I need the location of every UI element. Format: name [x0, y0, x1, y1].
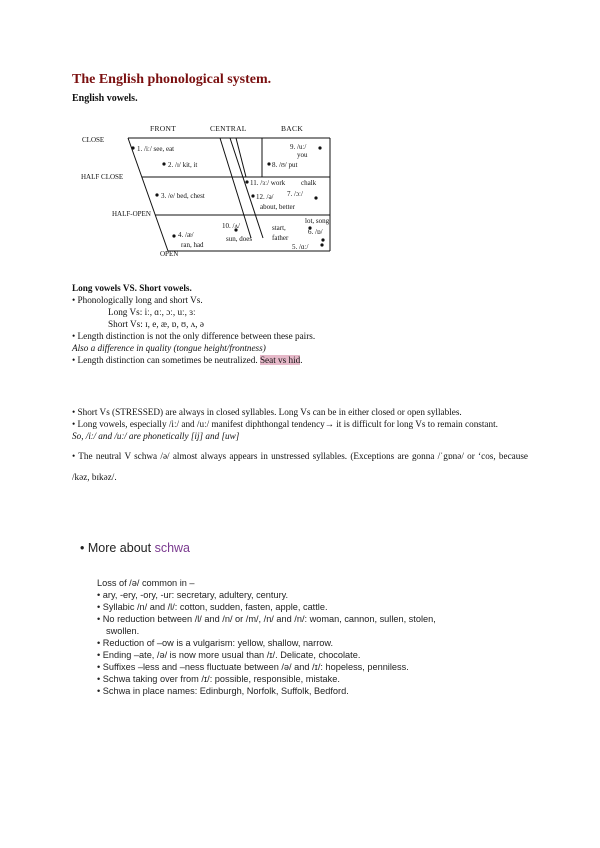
paragraph-phonetic: So, /iː/ and /uː/ are phonetically [ij] and [uw]: [72, 431, 240, 441]
dot-7: [314, 196, 317, 199]
dot-3: [155, 193, 158, 196]
schwa-section-title: [80, 541, 190, 555]
quality-difference-note: Also a difference in quality (tongue height/frontness): [72, 343, 266, 353]
schwa-title-word: schwa: [154, 541, 190, 555]
syllable-section: [72, 406, 528, 488]
dot-4: [172, 234, 175, 237]
vowel-11-label: 11. /ɜː/ work: [250, 179, 286, 187]
back-header: BACK: [281, 124, 304, 133]
dot-9: [318, 146, 321, 149]
vowel-5-words-a: start,: [272, 224, 286, 232]
list-item: • Syllabic /n/ and /l/: cotton, sudden, fasten, apple, cattle.: [97, 602, 328, 612]
half-close-label: HALF CLOSE: [81, 173, 124, 181]
paragraph-diphthongal: • Long vowels, especially /iː/ and /uː/ manifest diphthongal tendency→ it is difficult for long Vs to remain constant.: [72, 419, 498, 429]
vowel-1-label: 1. /iː/ see, eat: [137, 145, 175, 153]
vowel-6-words: lot, song: [305, 217, 330, 225]
vowel-2-label: 2. /ɪ/ kit, it: [168, 161, 198, 169]
vowel-4-label: 4. /æ/: [178, 231, 194, 239]
vowel-10-label: 10. /ʌ/: [222, 222, 240, 230]
long-short-heading: Long vowels VS. Short vowels.: [72, 283, 192, 293]
vowel-12-words: about, better: [260, 203, 295, 211]
schwa-intro: Loss of /ə/ common in –: [97, 578, 195, 588]
vowel-7-words: chalk: [301, 179, 317, 187]
dot-6: [321, 238, 324, 241]
list-item: • Reduction of –ow is a vulgarism: yellow, shallow, narrow.: [97, 638, 334, 648]
vowel-5-words-b: father: [272, 234, 289, 242]
vowel-7-label: 7. /ɔː/: [287, 190, 303, 198]
vowel-9-label: 9. /uː/: [290, 143, 307, 151]
dot-8: [267, 162, 270, 165]
dot-5: [320, 243, 323, 246]
dot-2: [162, 162, 165, 165]
dot-12: [251, 194, 254, 197]
list-item: • Schwa in place names: Edinburgh, Norfolk, Suffolk, Bedford.: [97, 686, 349, 696]
vowel-3-label: 3. /e/ bed, chest: [161, 192, 205, 200]
vowel-4-words: ran, had: [181, 241, 204, 249]
vowel-6-label: 6. /ɒ/: [308, 228, 323, 236]
page-title: The English phonological system.: [72, 72, 272, 87]
long-short-section: [72, 282, 528, 366]
vowel-12-label: 12. /ə/: [256, 193, 274, 201]
short-vowels-list: Short Vs: ɪ, e, æ, ɒ, ʊ, ʌ, ə: [108, 319, 204, 329]
neutralized-text: • Length distinction can sometimes be neutralized.: [72, 355, 260, 365]
half-open-label: HALF-OPEN: [112, 210, 151, 218]
bullet-long-short: • Phonologically long and short Vs.: [72, 295, 203, 305]
dot-11: [245, 180, 248, 183]
bullet-length-distinction: • Length distinction is not the only difference between these pairs.: [72, 331, 316, 341]
schwa-list: [97, 577, 457, 697]
section-subtitle: English vowels.: [72, 93, 138, 104]
vowel-chart: [76, 120, 336, 262]
front-header: FRONT: [150, 124, 177, 133]
neutralized-end: .: [300, 355, 303, 365]
vowel-9-words: you: [297, 151, 308, 159]
list-item: • Ending –ate, /ə/ is now more usual than /ɪ/. Delicate, chocolate.: [97, 650, 361, 660]
vowel-5-label: 5. /ɑː/: [292, 243, 309, 251]
open-label: OPEN: [160, 250, 179, 258]
bullet-neutralized: [72, 354, 528, 366]
close-label: CLOSE: [82, 136, 105, 144]
list-item: • No reduction between /l/ and /n/ or /m/, /n/ and /n/: woman, cannon, sullen, stolen, swollen.: [97, 614, 436, 636]
vowel-8-label: 8. /ʊ/ put: [272, 161, 298, 169]
paragraph-closed-syllables: • Short Vs (STRESSED) are always in closed syllables. Long Vs can be in either closed or open syllables.: [72, 407, 462, 417]
schwa-title-prefix: • More about: [80, 541, 155, 555]
list-item: • Schwa taking over from /ɪ/: possible, responsible, mistake.: [97, 674, 340, 684]
central-header: CENTRAL: [210, 124, 247, 133]
list-item: • ary, -ery, -ory, -ur: secretary, adultery, century.: [97, 590, 289, 600]
long-vowels-list: Long Vs: iː, ɑː, ɔː, uː, ɜː: [108, 307, 196, 317]
vowel-10-words: sun, does: [226, 235, 253, 243]
paragraph-schwa-unstressed: • The neutral V schwa /ə/ almost always appears in unstressed syllables. (Exceptions are gonna /ˈgɒnə/ or ‘cos, because /kəz, bɪkəz/.: [72, 451, 528, 482]
highlighted-example: Seat vs hid: [259, 355, 301, 365]
dot-1: [131, 146, 134, 149]
list-item: • Suffixes –less and –ness fluctuate between /ə/ and /ɪ/: hopeless, penniless.: [97, 662, 409, 672]
